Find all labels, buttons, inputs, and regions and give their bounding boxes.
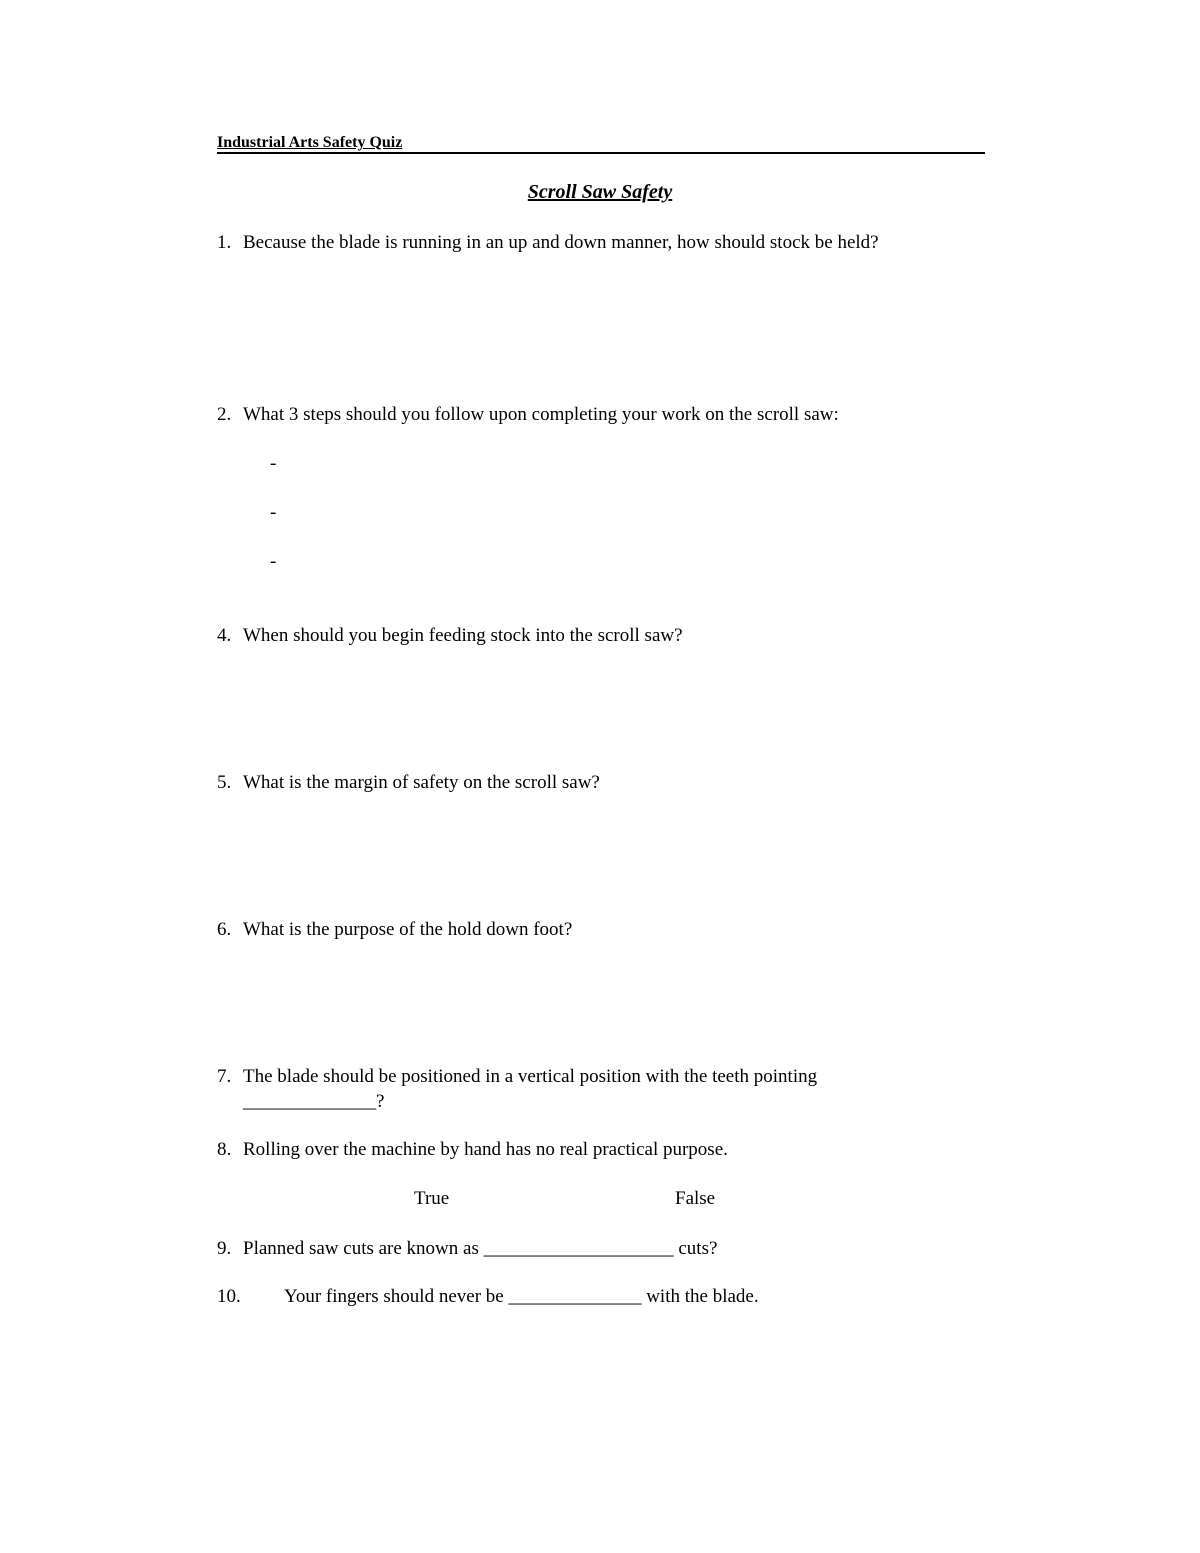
question-number: 9. xyxy=(217,1238,232,1259)
question-text: What is the purpose of the hold down foot? xyxy=(243,919,573,940)
answer-bullet: - xyxy=(270,502,277,523)
fill-in-blank: ______________? xyxy=(243,1091,385,1112)
header-title: Industrial Arts Safety Quiz xyxy=(217,134,403,151)
true-option: True xyxy=(414,1188,450,1209)
question-number: 10. xyxy=(217,1286,241,1307)
page-title: Scroll Saw Safety xyxy=(527,181,673,203)
question-number: 5. xyxy=(217,772,232,793)
question-text: What 3 steps should you follow upon completing your work on the scroll saw: xyxy=(243,404,839,425)
question-number: 2. xyxy=(217,404,232,425)
question-text: When should you begin feeding stock into the scroll saw? xyxy=(243,625,683,646)
question-text: Rolling over the machine by hand has no real practical purpose. xyxy=(243,1139,728,1160)
question-text: Because the blade is running in an up and down manner, how should stock be held? xyxy=(243,232,879,253)
question-number: 7. xyxy=(217,1066,232,1087)
question-text: The blade should be positioned in a vertical position with the teeth pointing xyxy=(243,1066,818,1087)
question-number: 6. xyxy=(217,919,232,940)
question-number: 1. xyxy=(217,232,232,253)
header xyxy=(217,134,985,154)
question-text: Planned saw cuts are known as ____________________ cuts? xyxy=(243,1238,718,1259)
question-text: What is the margin of safety on the scroll saw? xyxy=(243,772,600,793)
question-number: 8. xyxy=(217,1139,232,1160)
answer-bullet: - xyxy=(270,453,277,474)
question-text: Your fingers should never be ______________ with the blade. xyxy=(284,1286,759,1307)
false-option: False xyxy=(675,1188,716,1209)
answer-bullet: - xyxy=(270,551,277,572)
question-number: 4. xyxy=(217,625,232,646)
